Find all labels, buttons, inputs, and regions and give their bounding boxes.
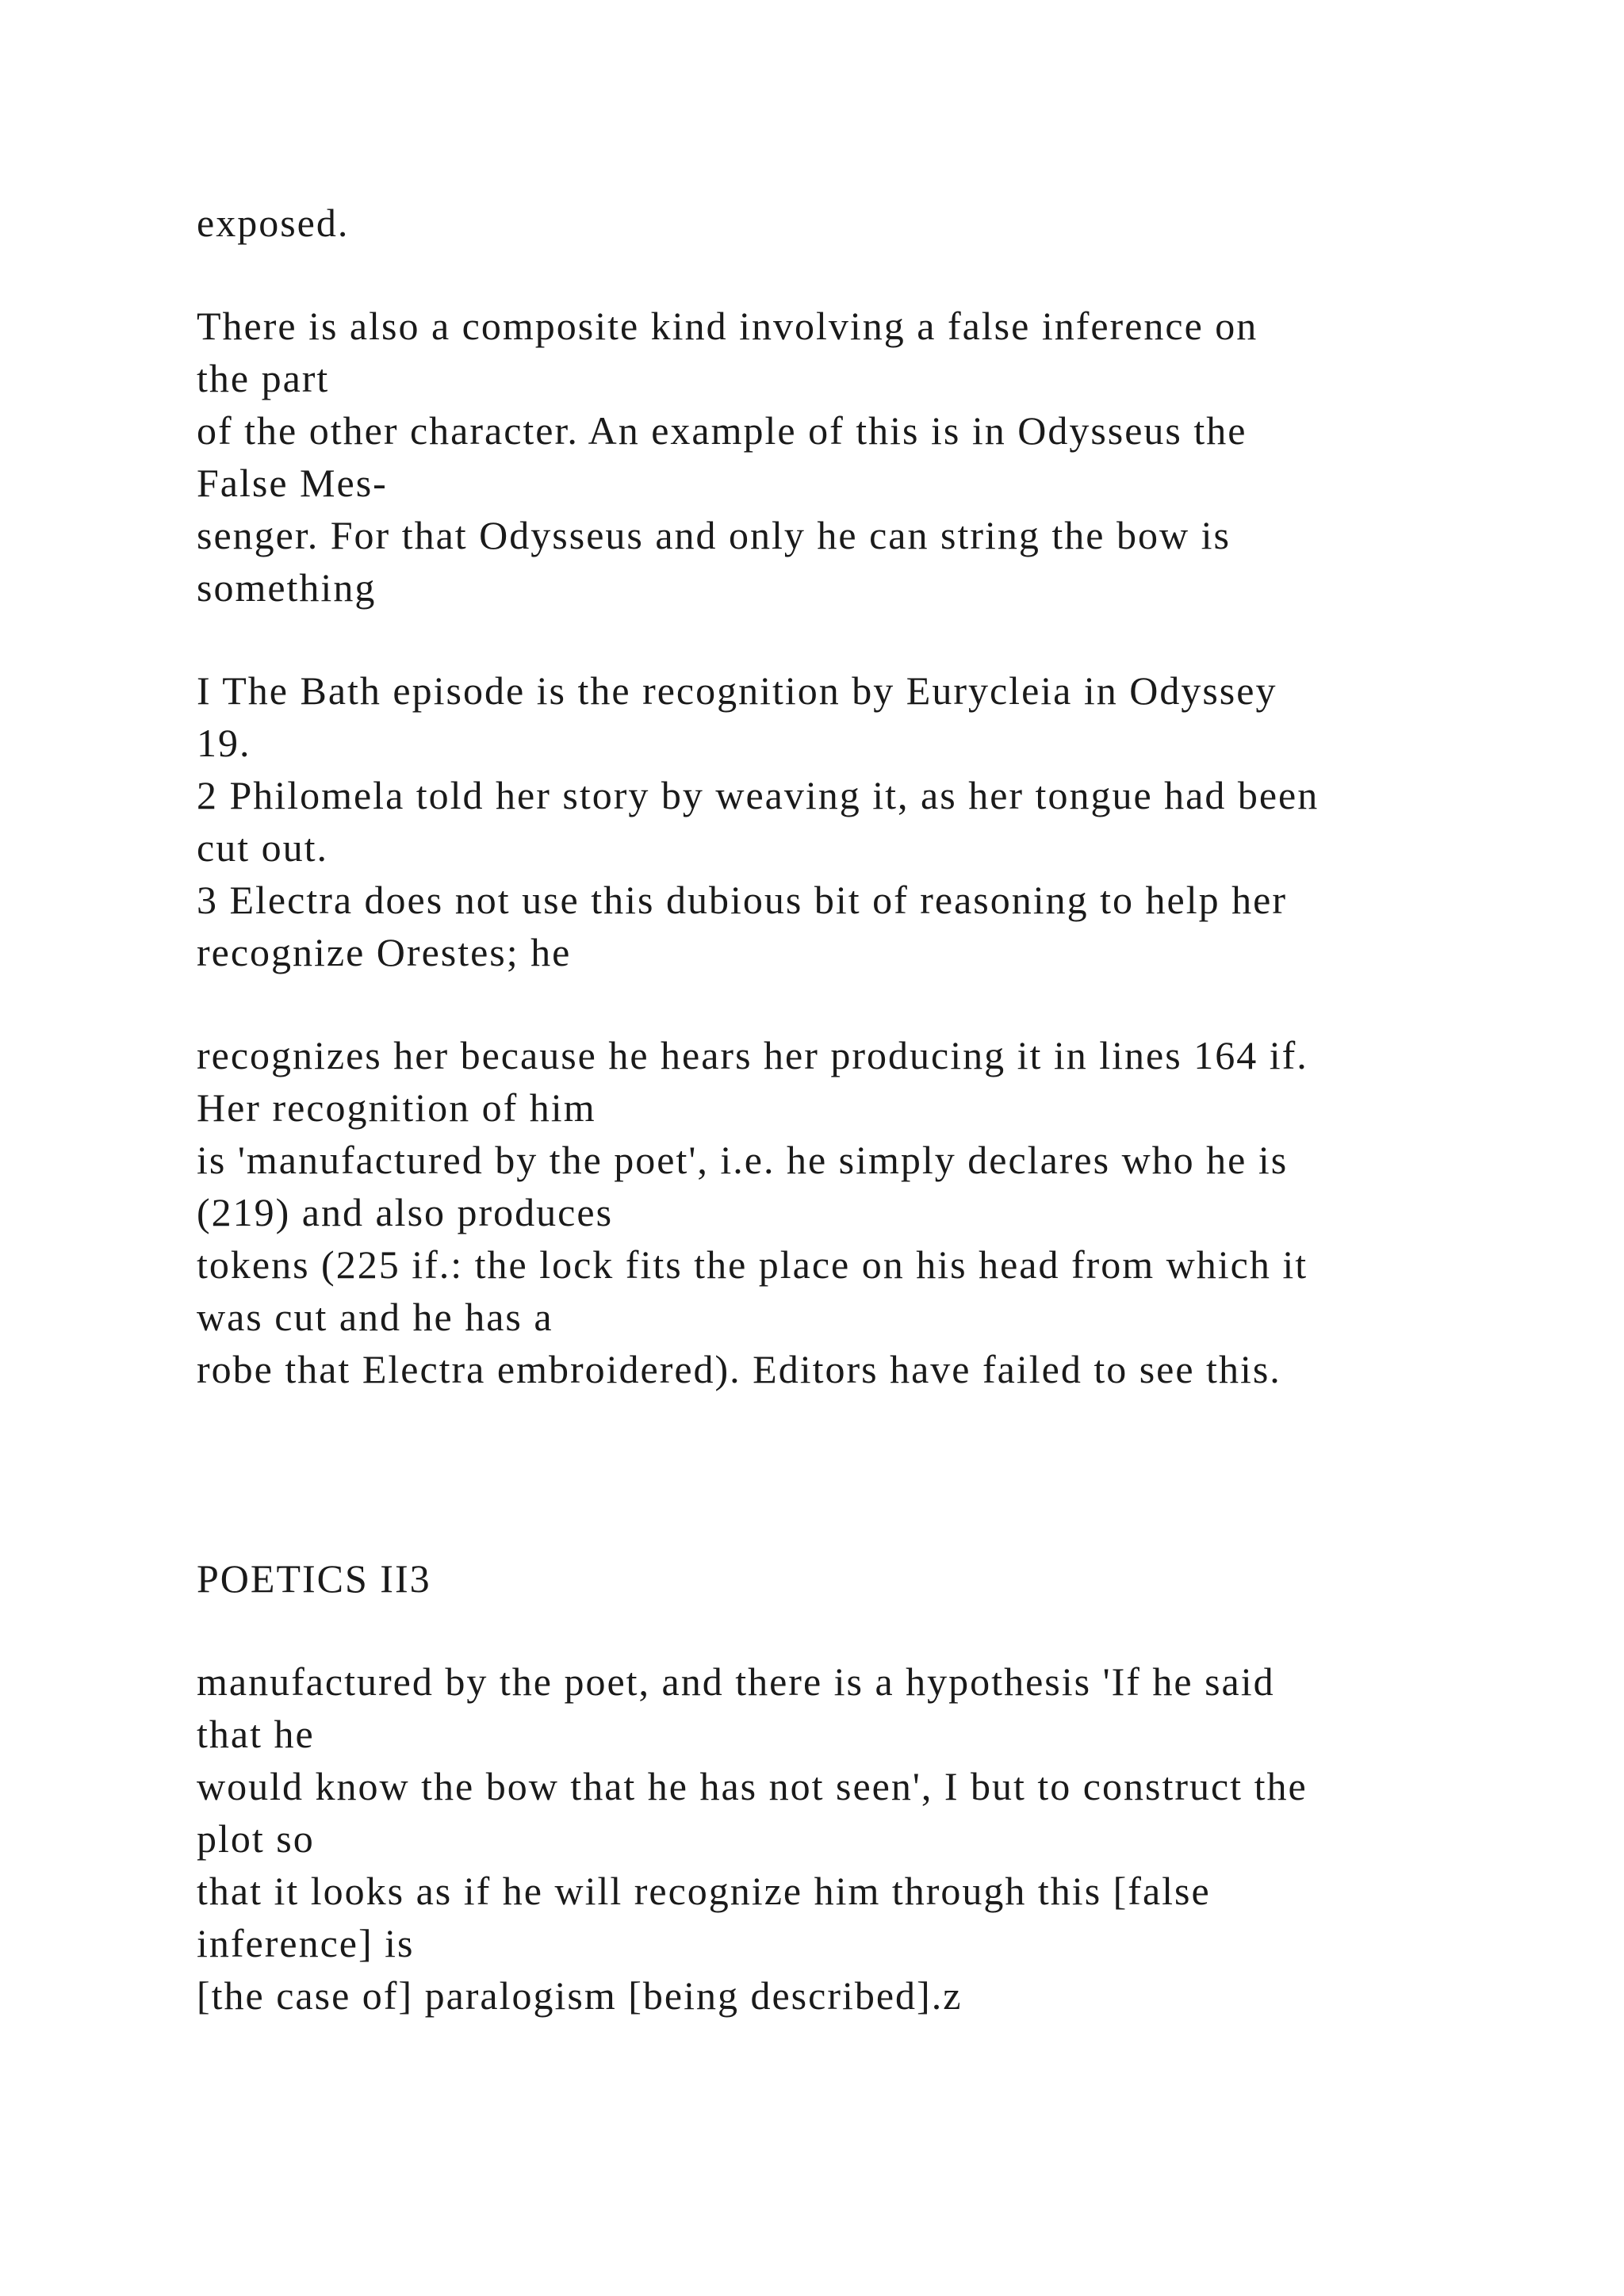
footnote-line: is 'manufactured by the poet', i.e. he simply declares who he is: [197, 1138, 1289, 1182]
footnote-line: 2 Philomela told her story by weaving it, as her tongue had been: [197, 773, 1320, 817]
text-line: that he: [197, 1712, 315, 1756]
footnote-line: 19.: [197, 721, 251, 765]
footnote-line: cut out.: [197, 825, 328, 870]
text-line: something: [197, 565, 377, 610]
text-line: would know the bow that he has not seen', I but to construct the: [197, 1764, 1308, 1808]
text-line: the part: [197, 356, 330, 400]
footnote-line: robe that Electra embroidered). Editors have failed to see this.: [197, 1347, 1281, 1391]
text-line: that it looks as if he will recognize him through this [false: [197, 1869, 1211, 1913]
text-line: There is also a composite kind involving a false inference on: [197, 304, 1258, 348]
text-line: False Mes-: [197, 461, 388, 505]
text-line: of the other character. An example of this is in Odysseus the: [197, 408, 1247, 453]
running-header: POETICS II3: [197, 1556, 431, 1601]
footnote-line: Her recognition of him: [197, 1085, 596, 1130]
text-line: manufactured by the poet, and there is a hypothesis 'If he said: [197, 1659, 1275, 1704]
text-line: plot so: [197, 1816, 315, 1861]
text-line: senger. For that Odysseus and only he can string the bow is: [197, 513, 1231, 557]
footnote-line: 3 Electra does not use this dubious bit of reasoning to help her: [197, 878, 1287, 922]
footnote-line: recognize Orestes; he: [197, 930, 572, 974]
footnote-line: (219) and also produces: [197, 1190, 614, 1234]
text-line: exposed.: [197, 201, 350, 245]
footnote-line: I The Bath episode is the recognition by Eurycleia in Odyssey: [197, 668, 1277, 713]
text-line: [the case of] paralogism [being described].z: [197, 1973, 963, 2018]
text-line: inference] is: [197, 1921, 415, 1965]
footnote-line: was cut and he has a: [197, 1295, 553, 1339]
footnote-line: recognizes her because he hears her producing it in lines 164 if.: [197, 1033, 1308, 1077]
footnote-line: tokens (225 if.: the lock fits the place on his head from which it: [197, 1242, 1308, 1287]
